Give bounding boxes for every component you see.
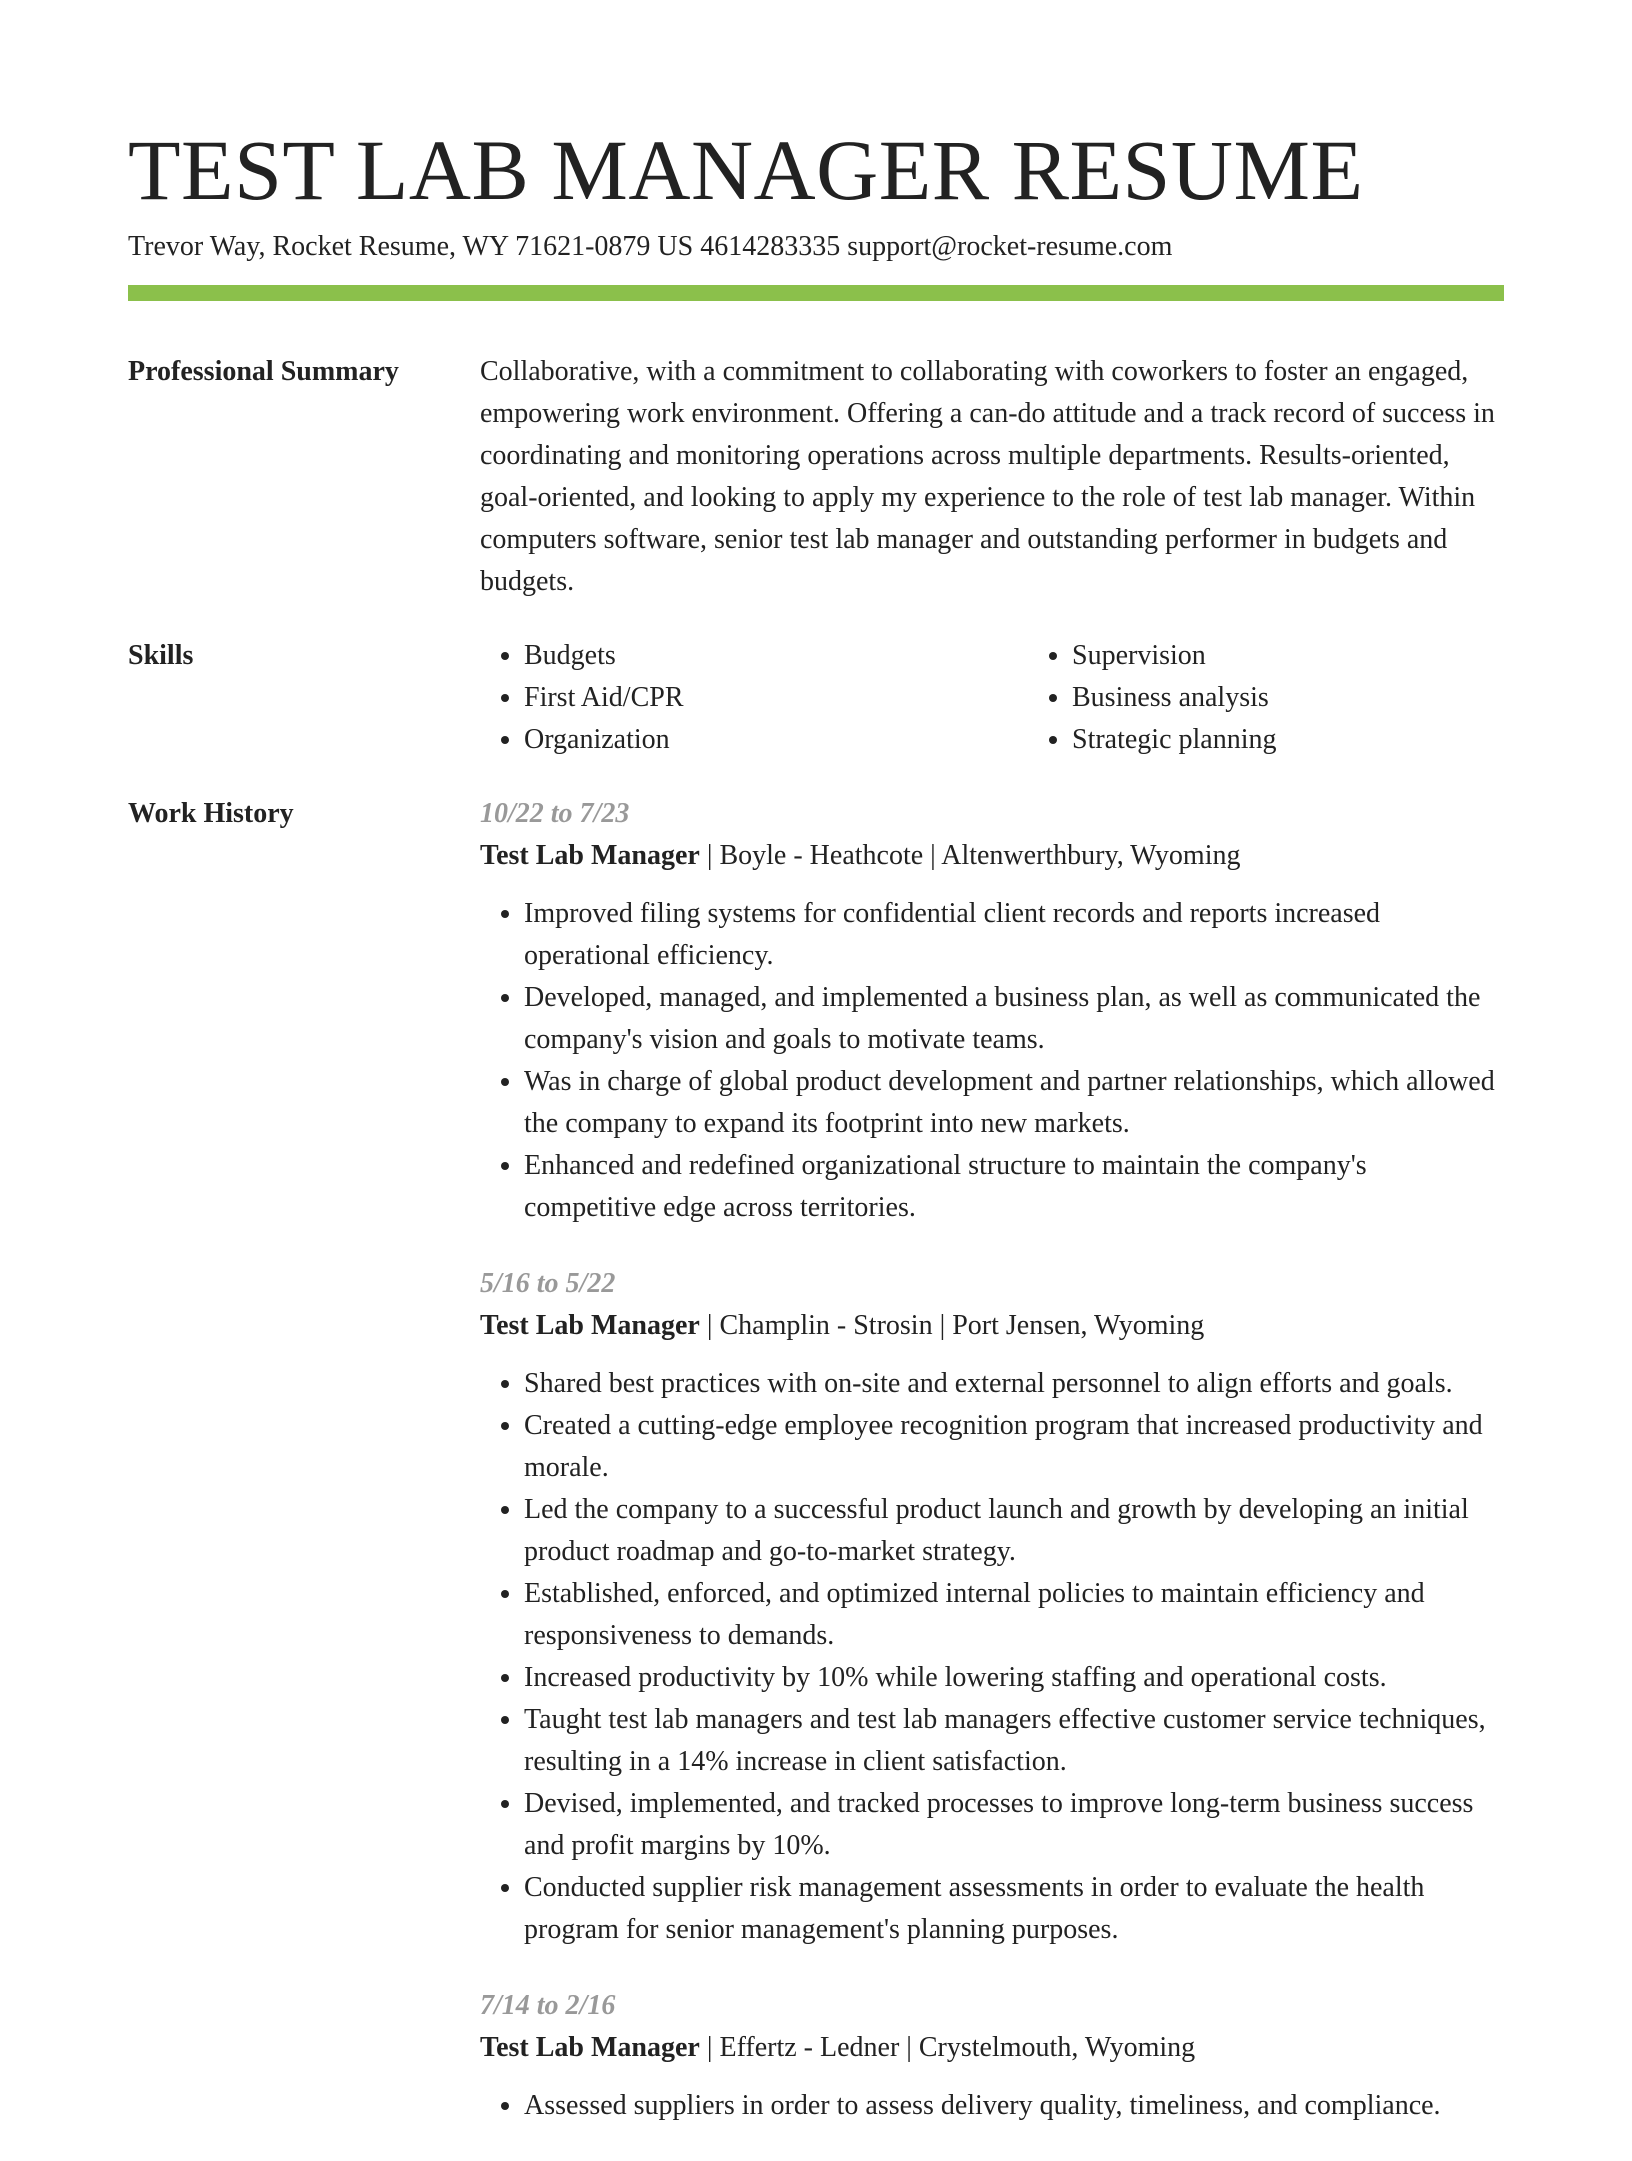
job-bullet: • Devised, implemented, and tracked processes to improve long-term business success and profit margins by 10%. — [524, 1783, 1504, 1867]
header-divider — [128, 285, 1504, 301]
job-dates: 5/16 to 5/22 — [480, 1268, 616, 1299]
job-bullet: • Shared best practices with on-site and external personnel to align efforts and goals. — [524, 1363, 1504, 1405]
job-header — [480, 2027, 1504, 2069]
job-bullet: • Led the company to a successful product launch and growth by developing an initial product roadmap and go-to-market strategy. — [524, 1489, 1504, 1573]
skills-section — [128, 635, 1504, 761]
work-history-section — [128, 793, 1504, 2161]
resume-title: TEST LAB MANAGER RESUME — [128, 122, 1364, 218]
resume-page — [128, 120, 1504, 2161]
job-bullet: • Was in charge of global product development and partner relationships, which allowed the company to expand its footprint into new markets. — [524, 1061, 1504, 1145]
job-title: Test Lab Manager — [480, 840, 700, 871]
section-label-work-history: Work History — [128, 798, 294, 829]
skill-item: • Strategic planning — [1072, 719, 1576, 761]
job-bullet: • Established, enforced, and optimized internal policies to maintain efficiency and responsiveness to demands. — [524, 1573, 1504, 1657]
skill-item: • First Aid/CPR — [524, 677, 1028, 719]
job-details: | Boyle - Heathcote | Altenwerthbury, Wyoming — [699, 840, 1241, 871]
job-bullet-list — [480, 1363, 1504, 1951]
contact-line: Trevor Way, Rocket Resume, WY 71621-0879 US 4614283335 support@rocket-resume.com — [128, 231, 1173, 262]
job-entry — [480, 1985, 1504, 2127]
job-details: | Champlin - Strosin | Port Jensen, Wyoming — [699, 1310, 1205, 1341]
work-history-list — [480, 793, 1504, 2161]
professional-summary-section — [128, 351, 1504, 603]
summary-text: Collaborative, with a commitment to collaborating with coworkers to foster an engaged, empowering work environment. Offering a can-do attitude and a track record of success in coordinating and monitoring operations across multiple departments. Results-oriented, goal-oriented, and looking to apply my experience to the role of test lab manager. Within computers software, senior test lab manager and outstanding performer in budgets and budgets. — [480, 356, 1495, 597]
skills-grid — [480, 635, 1576, 761]
skills-column-left — [480, 635, 1028, 761]
job-bullet: • Improved filing systems for confidential client records and reports increased operational efficiency. — [524, 893, 1504, 977]
job-bullet: • Created a cutting-edge employee recognition program that increased productivity and morale. — [524, 1405, 1504, 1489]
skills-column-right — [1028, 635, 1576, 761]
skill-item: • Budgets — [524, 635, 1028, 677]
job-bullet-list — [480, 893, 1504, 1229]
job-dates: 7/14 to 2/16 — [480, 1990, 616, 2021]
job-bullet: • Conducted supplier risk management assessments in order to evaluate the health program for senior management's planning purposes. — [524, 1867, 1504, 1951]
job-bullet-list — [480, 2085, 1504, 2127]
job-bullet: • Enhanced and redefined organizational structure to maintain the company's competitive edge across territories. — [524, 1145, 1504, 1229]
skill-item: • Supervision — [1072, 635, 1576, 677]
job-title: Test Lab Manager — [480, 1310, 700, 1341]
job-bullet: • Assessed suppliers in order to assess delivery quality, timeliness, and compliance. — [524, 2085, 1504, 2127]
job-bullet: • Taught test lab managers and test lab managers effective customer service techniques, resulting in a 14% increase in client satisfaction. — [524, 1699, 1504, 1783]
job-title: Test Lab Manager — [480, 2032, 700, 2063]
job-entry — [480, 1263, 1504, 1951]
job-header — [480, 835, 1504, 877]
job-entry — [480, 793, 1504, 1229]
skill-item: • Business analysis — [1072, 677, 1576, 719]
section-label-skills: Skills — [128, 640, 194, 671]
job-details: | Effertz - Ledner | Crystelmouth, Wyoming — [699, 2032, 1196, 2063]
job-bullet: • Increased productivity by 10% while lowering staffing and operational costs. — [524, 1657, 1504, 1699]
skill-item: • Organization — [524, 719, 1028, 761]
section-label-summary: Professional Summary — [128, 356, 399, 387]
job-bullet: • Developed, managed, and implemented a business plan, as well as communicated the company's vision and goals to motivate teams. — [524, 977, 1504, 1061]
job-header — [480, 1305, 1504, 1347]
job-dates: 10/22 to 7/23 — [480, 798, 630, 829]
